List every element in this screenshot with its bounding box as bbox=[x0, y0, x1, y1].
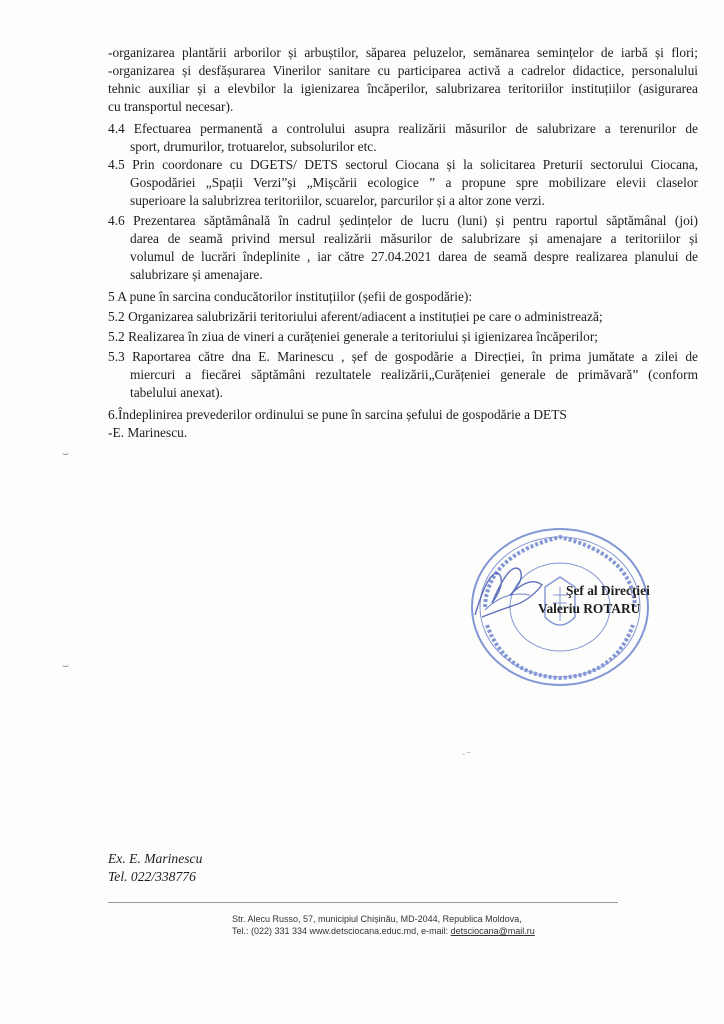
footer-email-link[interactable]: detsciocana@mail.ru bbox=[450, 926, 535, 936]
body-line: salubrizare și amenajare. bbox=[130, 267, 263, 282]
body-line: darea de seamă privind mersul realizării măsurilor de salubrizare și amenajare a teritoriilor și bbox=[130, 231, 698, 246]
body-line: 4.6 Prezentarea săptămânală în cadrul ședințelor de lucru (luni) și pentru raportul săptămânal (joi) bbox=[108, 213, 698, 228]
body-line: 4.4 Efectuarea permanentă a controlului asupra realizării măsurilor de salubrizare a terenurilor de bbox=[108, 121, 698, 136]
body-line: -organizarea plantării arborilor și arbuștilor, săparea peluzelor, semănarea semințelor de iarbă și flori; bbox=[108, 45, 698, 60]
body-line: sport, drumurilor, trotuarelor, subsolurilor etc. bbox=[130, 139, 377, 154]
body-line: Gospodăriei „Spații Verzi”și „Mișcării ecologice ” a propune spre mobilizare elevii claselor bbox=[130, 175, 698, 190]
signatory-name: Valeriu ROTARU bbox=[538, 601, 641, 616]
body-line: 5.3 Raportarea către dna E. Marinescu , șef de gospodărie a Direcției, în prima jumătate a zilei de bbox=[108, 349, 698, 364]
ink-speck: ·⁻ bbox=[462, 749, 472, 761]
body-line: superioare la salubrizrea teritoriilor, scuarelor, parcurilor și a altor zone verzi. bbox=[130, 193, 545, 208]
body-line: 5.2 Realizarea în ziua de vineri a curățeniei generale a teritoriului și igienizarea încăperilor; bbox=[108, 329, 599, 344]
body-line: miercuri a fiecărei săptămâni rezultatele realizării„Curățeniei generale de primăvară” (conform bbox=[130, 367, 698, 382]
executor-name: Ex. E. Marinescu bbox=[108, 851, 203, 866]
executor-phone: Tel. 022/338776 bbox=[108, 869, 196, 884]
margin-mark: ⌣ bbox=[62, 660, 70, 672]
body-line: volumul de lucrări îndeplinite , iar către 27.04.2021 darea de seamă despre realizarea planului de bbox=[130, 249, 698, 264]
body-line: -organizarea și desfășurarea Vinerilor sanitare cu participarea activă a cadrelor didactice, personalului bbox=[108, 63, 698, 78]
margin-mark: ⌣ bbox=[62, 448, 70, 460]
body-line: tabelului anexat). bbox=[130, 385, 223, 400]
signatory-title: Şef al Direcţiei bbox=[566, 583, 650, 598]
body-line: 4.5 Prin coordonare cu DGETS/ DETS sectorul Ciocana și la solicitarea Preturii sectorului Ciocana, bbox=[108, 157, 698, 172]
footer-contact bbox=[232, 925, 535, 937]
body-line: 5.2 Organizarea salubrizării teritoriului aferent/adiacent a instituției pe care o administrează; bbox=[108, 309, 603, 324]
body-line: tehnic auxiliar și a elevbilor la igienizarea încăperilor, salubrizarea teritoriilor instituțiilor (asigurarea bbox=[108, 81, 698, 96]
body-line: cu transportul necesar). bbox=[108, 99, 234, 114]
body-line: 5 A pune în sarcina conducătorilor instituțiilor (șefii de gospodărie): bbox=[108, 289, 473, 304]
footer-contact-text: Tel.: (022) 331 334 www.detsciocana.educ.md, e-mail: bbox=[232, 926, 451, 936]
body-line: 6.Îndeplinirea prevederilor ordinului se pune în sarcina șefului de gospodărie a DETS bbox=[108, 407, 567, 422]
footer-divider bbox=[108, 902, 618, 903]
footer-address: Str. Alecu Russo, 57, municipiul Chișinău, MD-2044, Republica Moldova, bbox=[232, 914, 522, 924]
body-line: -E. Marinescu. bbox=[108, 425, 188, 440]
